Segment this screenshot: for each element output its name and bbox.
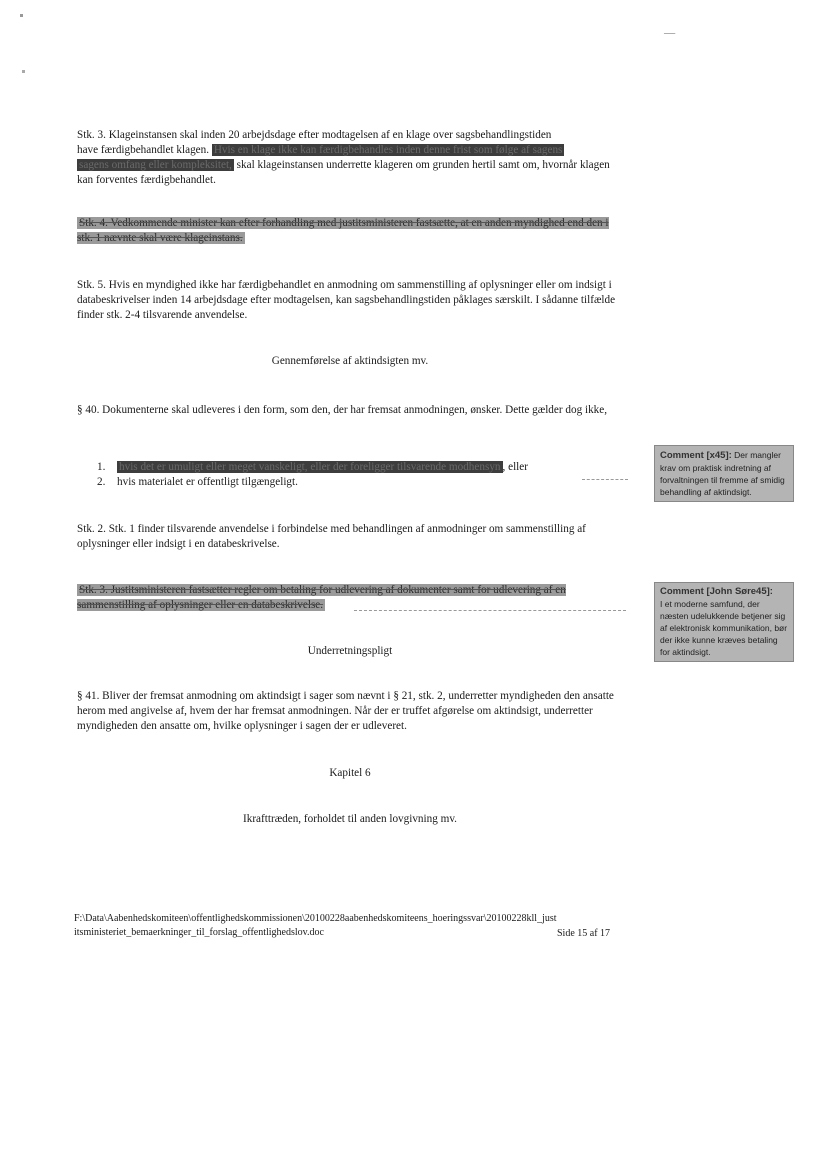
deleted-text: Stk. 3. Justitsministeren fastsætter regler om betaling for udlevering af dokumenter samt for udlevering af en sammenstilling af oplysninger eller en databeskrivelse. <box>77 584 566 611</box>
redacted-text: Hvis en klage ikke kan færdigbehandles inden denne frist som følge af sagens <box>213 144 563 156</box>
stk3-40-paragraph <box>77 583 622 613</box>
section-heading: Underretningspligt <box>307 645 393 657</box>
stk2-40-paragraph: Stk. 2. Stk. 1 finder tilsvarende anvendelse i forbindelse med behandlingen af anmodninger om sammenstilling af oplysninger eller indsigt i en databeskrivelse. <box>77 523 586 550</box>
redacted-text: sagens omfang eller kompleksitet, <box>79 159 232 171</box>
chapter-heading: Kapitel 6 <box>329 767 371 779</box>
comment-balloon[interactable]: Comment [x45]: Der mangler krav om praktisk indretning af forvaltningen til fremme af smidig behandling af aktindsigt. <box>654 445 794 502</box>
list-item: 1. hvis det er umuligt eller meget vanskeligt, eller der foreligger tilsvarende modhensyn , eller <box>97 461 528 473</box>
deleted-text: Stk. 4. Vedkommende minister kan efter forhandling med justitsministeren fastsætte, at en anden myndighed end den i stk. 1 nævnte skal være klageinstans. <box>77 217 609 244</box>
stk3-klage-paragraph: Stk. 3. Klageinstansen skal inden 20 arbejdsdage efter modtagelsen af en klage over sagsbehandlingstiden have færdigbehandlet klagen. Hvis en klage ikke kan færdigbehandles inden denne frist som følge af sagens sagens omfang eller kompleksitet, skal klageinstansen underrette klageren om grunden hertil samt om, hvornår klagen kan forventes færdigbehandlet. <box>77 129 610 186</box>
page-number: Side 15 af 17 <box>557 928 611 939</box>
comment-connector <box>582 479 628 480</box>
list-item: 2. hvis materialet er offentligt tilgængeligt. <box>97 476 298 488</box>
par40-paragraph: § 40. Dokumenterne skal udleveres i den form, som den, der har fremsat anmodningen, ønsker. Dette gælder dog ikke, <box>77 404 608 416</box>
comment-balloon[interactable]: Comment [John Søre45]: I et moderne samfund, der næsten udelukkende betjener sig af elektronisk kommunikation, bør der ikke kunne kræves betaling for aktindsigt. <box>654 582 794 662</box>
stk5-paragraph: Stk. 5. Hvis en myndighed ikke har færdigbehandlet en anmodning om sammenstilling af oplysninger eller om indsigt i databeskrivelser inden 14 arbejdsdage efter modtagelsen, kan sagsbehandlingstiden påklages særskilt. I sådanne tilfælde finder stk. 2-4 tilsvarende anvendelse. <box>77 279 616 321</box>
redacted-text: hvis det er umuligt eller meget vanskeligt, eller der foreligger tilsvarende modhensyn <box>119 461 501 473</box>
top-right-mark: — <box>664 27 676 39</box>
stk4-paragraph <box>77 216 622 246</box>
corner-mark <box>22 70 25 73</box>
par40-list <box>77 460 622 490</box>
footer-path: F:\Data\Aabenhedskomiteen\offentlighedskommissionen\20100228aabenhedskomiteens_hoeringssvar\20100228kll_just itsministeriet_bemaerkninger_til_forslag_offentlighedslov.doc <box>74 913 557 938</box>
chapter-title: Ikrafttræden, forholdet til anden lovgivning mv. <box>243 813 457 825</box>
section-heading: Gennemførelse af aktindsigten mv. <box>271 355 429 367</box>
par41-paragraph: § 41. Bliver der fremsat anmodning om aktindsigt i sager som nævnt i § 21, stk. 2, underretter myndigheden den ansatte herom med angivelse af, hvem der har fremsat anmodningen. Når der er truffet afgørelse om aktindsigt, underretter myndigheden den ansatte om, hvilke oplysninger i sagen der er udleveret. <box>77 690 614 732</box>
corner-mark <box>20 14 23 17</box>
comment-connector <box>354 610 626 611</box>
